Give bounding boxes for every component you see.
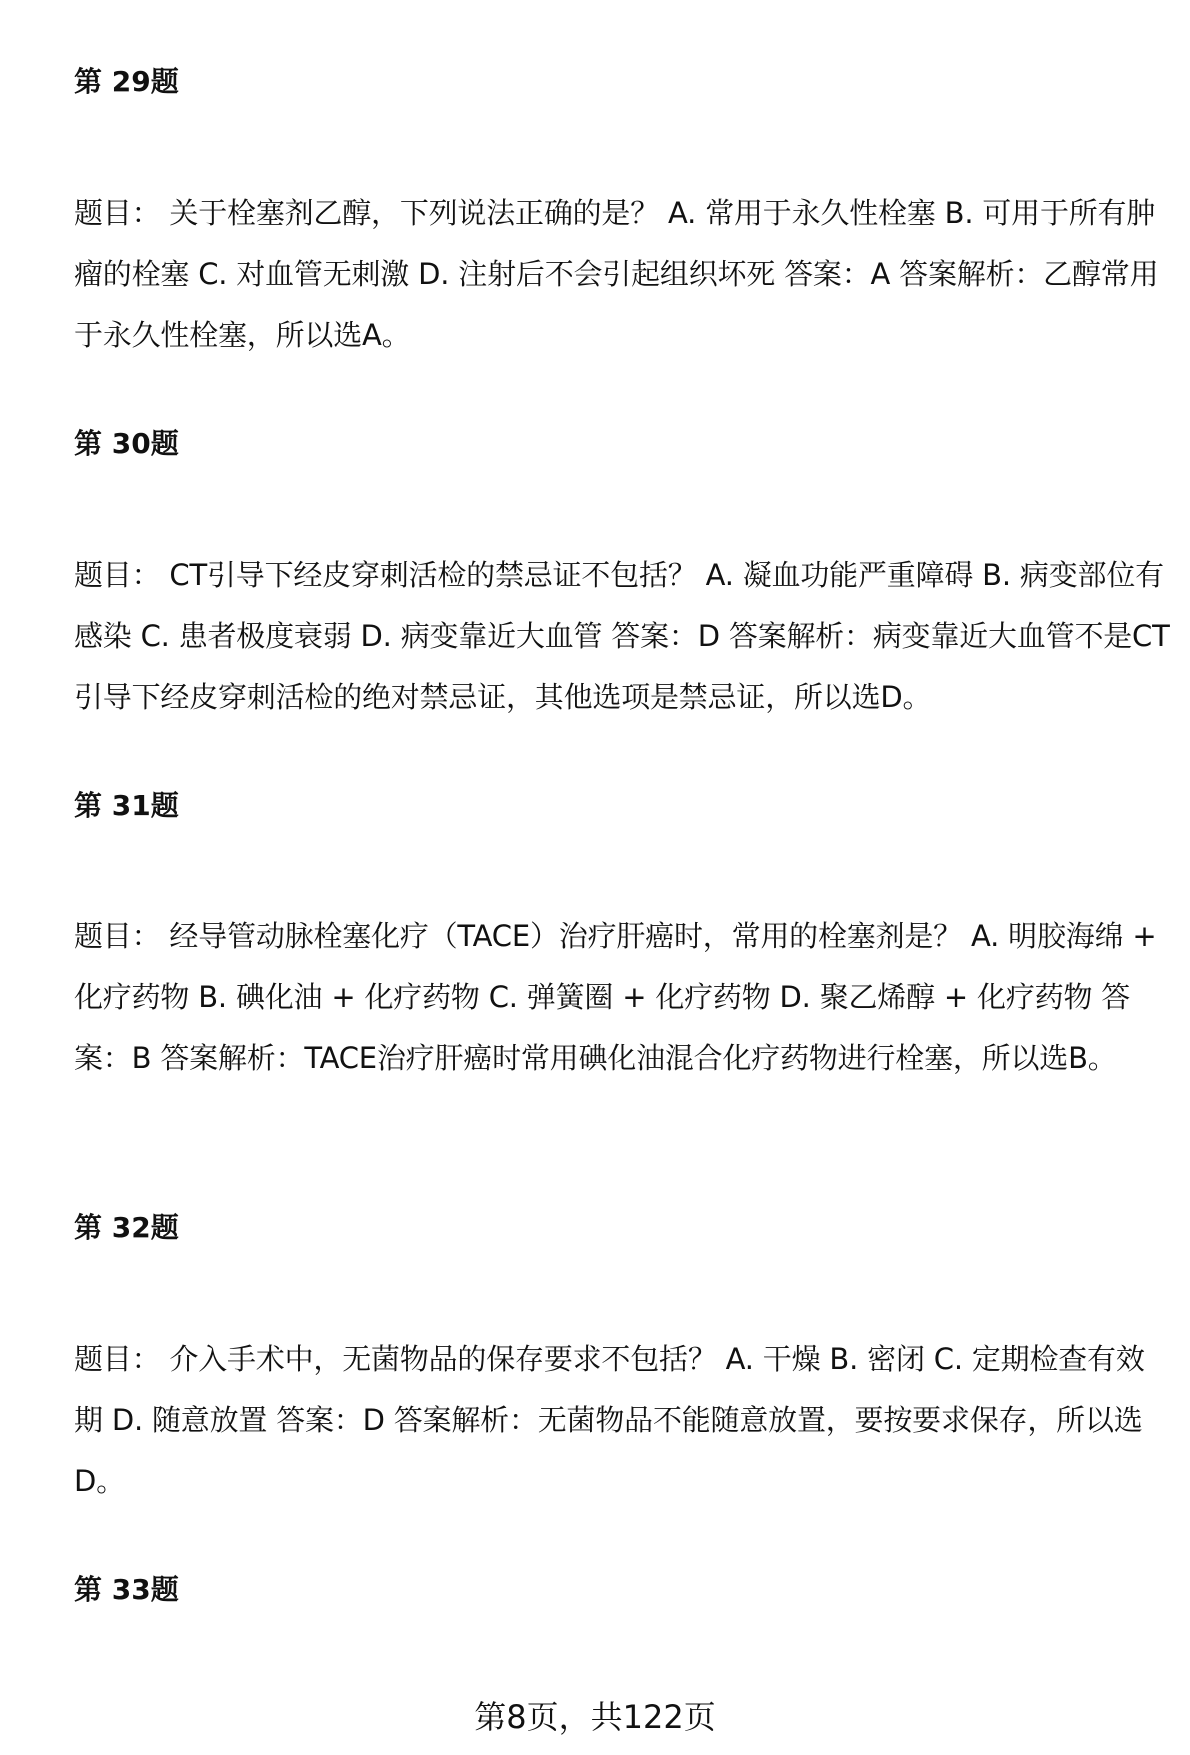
page-number-footer: 第8页，共122页 (474, 1698, 716, 1736)
question-text: 题目： 介入手术中，无菌物品的保存要求不包括？ A. 干燥 B. 密闭 C. 定期检查有效期 D. 随意放置 答案：D 答案解析：无菌物品不能随意放置，要按要求保存，所以选D。 (74, 1342, 1145, 1498)
question-heading: 第 30题 (74, 427, 179, 460)
question-heading: 第 29题 (74, 65, 179, 98)
question-text: 题目： CT引导下经皮穿刺活检的禁忌证不包括？ A. 凝血功能严重障碍 B. 病变部位有感染 C. 患者极度衰弱 D. 病变靠近大血管 答案：D 答案解析：病变靠近大血管不是CT引导下经皮穿刺活检的绝对禁忌证，其他选项是禁忌证，所以选D。 (74, 558, 1170, 714)
question-text: 题目： 经导管动脉栓塞化疗（TACE）治疗肝癌时，常用的栓塞剂是？ A. 明胶海绵 + 化疗药物 B. 碘化油 + 化疗药物 C. 弹簧圈 + 化疗药物 D. 聚乙烯醇 + 化疗药物 答案：B 答案解析：TACE治疗肝癌时常用碘化油混合化疗药物进行栓塞，所以选B。 (74, 919, 1157, 1075)
question-heading: 第 32题 (74, 1211, 179, 1244)
question-heading: 第 31题 (74, 789, 179, 822)
question-text: 题目： 关于栓塞剂乙醇，下列说法正确的是？ A. 常用于永久性栓塞 B. 可用于所有肿瘤的栓塞 C. 对血管无刺激 D. 注射后不会引起组织坏死 答案：A 答案解析：乙醇常用于永久性栓塞，所以选A。 (74, 196, 1159, 352)
question-heading: 第 33题 (74, 1573, 179, 1606)
